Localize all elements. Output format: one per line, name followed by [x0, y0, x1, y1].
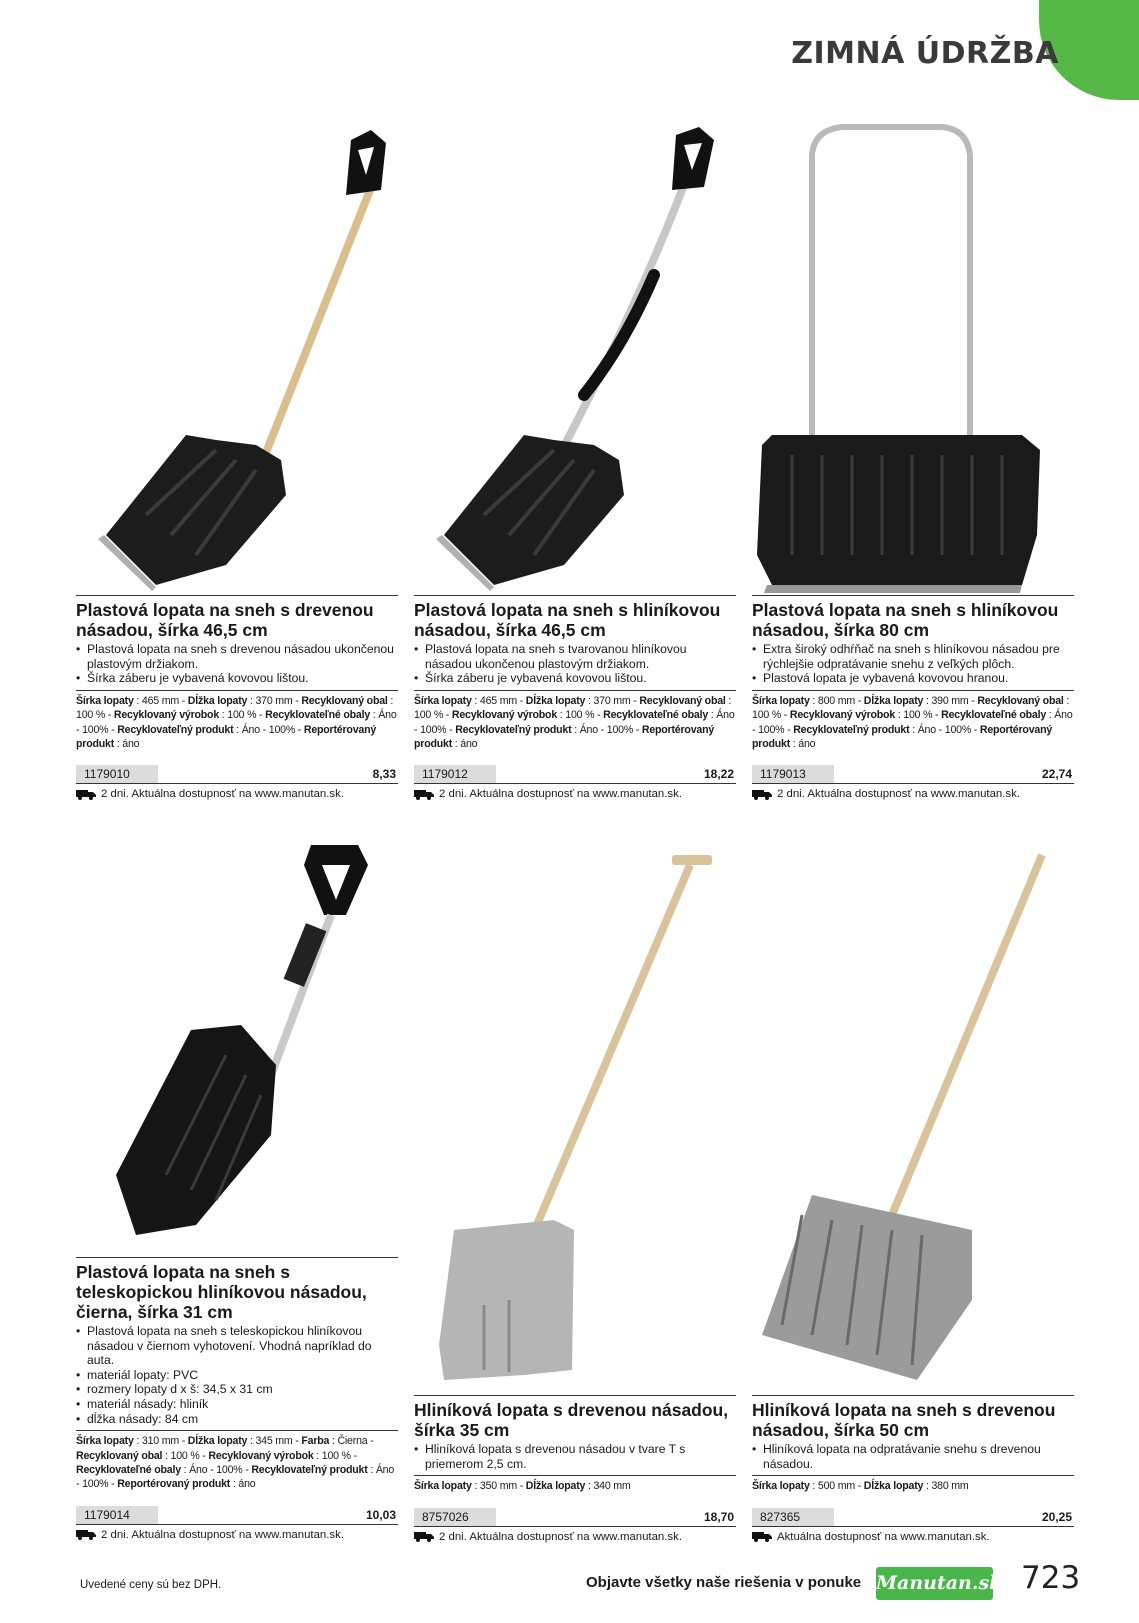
availability	[76, 786, 398, 802]
product-image-snow-pusher-wide	[752, 115, 1074, 595]
spec-value: 370 mm	[255, 694, 293, 707]
spec-key: Šírka lopaty	[414, 694, 472, 707]
spec-key: Recyklovaný obal	[639, 694, 726, 707]
spec-key: Dĺžka lopaty	[187, 694, 248, 707]
spec-key: Recyklovateľný produkt	[455, 723, 572, 736]
product-title: Hliníková lopata na sneh s drevenou násadou, šírka 50 cm	[752, 1400, 1056, 1440]
feature-item: • Šírka záberu je vybavená kovovou lištou.	[414, 671, 736, 686]
spec-key: Recyklovateľný produkt	[793, 723, 910, 736]
spec-value: Áno - 100%	[579, 723, 634, 736]
availability	[414, 786, 736, 802]
spec-key: Dĺžka lopaty	[187, 1435, 248, 1448]
spec-key: Reportérovaný produkt	[117, 1478, 231, 1491]
truck-icon	[752, 789, 772, 800]
availability	[76, 1527, 398, 1543]
feature-item: • materiál lopaty: PVC	[76, 1368, 398, 1383]
product-title: Plastová lopata na sneh s drevenou násadou, šírka 46,5 cm	[76, 600, 374, 640]
spec-key: Recyklovaný výrobok	[451, 709, 558, 722]
feature-item: • materiál násady: hliník	[76, 1397, 398, 1412]
product-card-1179012	[414, 115, 736, 825]
footer-call-to-action: Objavte všetky naše riešenia v ponuke	[586, 1574, 862, 1591]
spec-value: 380 mm	[931, 1480, 969, 1493]
product-price: 20,25	[1041, 1509, 1072, 1524]
spec-value: 100 %	[170, 1449, 200, 1462]
spec-list: Šírka lopaty : 500 mm - Dĺžka lopaty : 380 mm	[752, 1475, 1074, 1493]
feature-list	[414, 642, 736, 686]
spec-value: Čierna	[337, 1435, 368, 1448]
spec-key: Šírka lopaty	[414, 1480, 472, 1493]
product-card-1179013	[752, 115, 1074, 825]
manutan-logo[interactable]: Manutan.sk	[876, 1567, 993, 1600]
product-info	[76, 1257, 398, 1543]
spec-key: Farba	[301, 1435, 330, 1448]
spec-value: 100 %	[321, 1449, 351, 1462]
feature-list	[76, 1324, 398, 1426]
availability-text: 2 dni. Aktuálna dostupnosť na www.manutan.sk.	[101, 1528, 344, 1541]
spec-key: Šírka lopaty	[76, 694, 134, 707]
feature-item: • Extra široký odhŕňač na sneh s hliníkovou násadou pre rýchlejšie odpratávanie snehu z veľkých plôch.	[752, 642, 1074, 671]
spec-value: Áno - 100%	[241, 723, 296, 736]
spec-value: 345 mm	[255, 1435, 293, 1448]
availability	[752, 786, 1074, 802]
spec-value: áno	[460, 738, 478, 750]
product-title: Plastová lopata na sneh s teleskopickou hliníkovou násadou, čierna, šírka 31 cm	[76, 1262, 367, 1322]
spec-key: Recyklovateľný produkt	[117, 723, 234, 736]
product-title: Plastová lopata na sneh s hliníkovou násadou, šírka 46,5 cm	[414, 600, 721, 640]
spec-key: Recyklovateľný produkt	[251, 1463, 368, 1476]
availability-text: 2 dni. Aktuálna dostupnosť na www.manutan.sk.	[439, 1530, 682, 1543]
spec-value: Áno - 100%	[752, 709, 1073, 736]
spec-key: Reportérovaný produkt	[414, 723, 715, 750]
feature-list	[414, 1442, 736, 1471]
feature-item: • Plastová lopata na sneh s drevenou násadou ukončenou plastovým držiakom.	[76, 642, 398, 671]
page-number: 723	[1021, 1560, 1081, 1596]
product-code[interactable]: 1179010	[84, 767, 130, 782]
spec-value: áno	[238, 1478, 256, 1491]
spec-list: Šírka lopaty : 465 mm - Dĺžka lopaty : 370 mm - Recyklovaný obal : 100 % - Recyklovaný výrobok : 100 % - Recyklovateľné obaly : Áno - 100% - Recyklovateľný produkt : Áno - 100% - Reportérovaný produkt : áno	[76, 690, 398, 752]
product-price: 22,74	[1041, 767, 1072, 782]
spec-key: Recyklovaný výrobok	[789, 709, 896, 722]
product-code[interactable]: 1179012	[422, 767, 468, 782]
spec-key: Recyklovaný obal	[977, 694, 1064, 707]
product-price: 8,33	[372, 767, 396, 782]
spec-key: Šírka lopaty	[76, 1435, 134, 1448]
product-image-aluminium-snow-shovel	[752, 835, 1074, 1395]
product-code[interactable]: 1179013	[760, 767, 806, 782]
product-code[interactable]: 827365	[760, 1509, 801, 1524]
spec-value: áno	[122, 738, 140, 750]
feature-item: • Hliníková lopata na odpratávanie snehu s drevenou násadou.	[752, 1442, 1074, 1471]
spec-key: Dĺžka lopaty	[863, 694, 924, 707]
product-info	[414, 1395, 736, 1545]
spec-value: 310 mm	[141, 1435, 179, 1448]
spec-value: Áno - 100%	[76, 709, 397, 736]
product-info	[414, 595, 736, 802]
price-row	[76, 1506, 398, 1525]
spec-list: Šírka lopaty : 800 mm - Dĺžka lopaty : 390 mm - Recyklovaný obal : 100 % - Recyklovaný výrobok : 100 % - Recyklovateľné obaly : Áno - 100% - Recyklovateľný produkt : Áno - 100% - Reportérovaný produkt : áno	[752, 690, 1074, 752]
spec-key: Recyklovaný obal	[301, 694, 388, 707]
spec-value: Áno - 100%	[414, 709, 735, 736]
spec-value: 100 %	[752, 709, 782, 722]
truck-icon	[414, 789, 434, 800]
truck-icon	[752, 1531, 772, 1542]
spec-value: 100 %	[903, 709, 933, 722]
spec-value: 800 mm	[817, 694, 855, 707]
price-row	[414, 1508, 736, 1527]
price-row	[752, 765, 1074, 784]
feature-list	[76, 642, 398, 686]
spec-key: Šírka lopaty	[752, 694, 810, 707]
spec-list: Šírka lopaty : 310 mm - Dĺžka lopaty : 345 mm - Farba : Čierna - Recyklovaný obal : 100 % - Recyklovaný výrobok : 100 % - Recyklovateľné obaly : Áno - 100% - Recyklovateľný produkt : Áno - 100% - Reportérovaný produkt : áno	[76, 1430, 398, 1492]
product-code[interactable]: 1179014	[84, 1507, 130, 1522]
availability-text: 2 dni. Aktuálna dostupnosť na www.manutan.sk.	[101, 788, 344, 801]
availability-text: Aktuálna dostupnosť na www.manutan.sk.	[777, 1530, 990, 1543]
product-info	[752, 1395, 1074, 1545]
spec-key: Recyklovaný výrobok	[113, 709, 220, 722]
spec-value: 100 %	[76, 709, 106, 722]
product-title: Hliníková lopata s drevenou násadou, šírka 35 cm	[414, 1400, 729, 1440]
truck-icon	[414, 1531, 434, 1542]
spec-value: Áno - 100%	[189, 1463, 243, 1476]
spec-value: 100 %	[414, 709, 444, 722]
product-code[interactable]: 8757026	[422, 1509, 469, 1524]
product-image-shovel-aluminium	[414, 115, 736, 595]
feature-item: • dĺžka násady: 84 cm	[76, 1412, 398, 1427]
price-row	[752, 1508, 1074, 1527]
product-price: 18,22	[703, 767, 734, 782]
product-info	[752, 595, 1074, 802]
spec-value: 370 mm	[593, 694, 631, 707]
spec-key: Reportérovaný produkt	[76, 723, 377, 750]
product-image-telescopic-shovel	[76, 835, 398, 1257]
spec-key: Recyklovaný výrobok	[208, 1449, 314, 1462]
feature-item: • Plastová lopata je vybavená kovovou hranou.	[752, 671, 1074, 686]
product-info	[76, 595, 398, 802]
spec-key: Šírka lopaty	[752, 1480, 810, 1493]
feature-item: • Plastová lopata na sneh s tvarovanou hliníkovou násadou ukončenou plastovým držiakom.	[414, 642, 736, 671]
product-card-827365	[752, 835, 1074, 1543]
availability-text: 2 dni. Aktuálna dostupnosť na www.manutan.sk.	[777, 788, 1020, 801]
spec-value: 100 %	[565, 709, 595, 722]
spec-list: Šírka lopaty : 465 mm - Dĺžka lopaty : 370 mm - Recyklovaný obal : 100 % - Recyklovaný výrobok : 100 % - Recyklovateľné obaly : Áno - 100% - Recyklovateľný produkt : Áno - 100% - Reportérovaný produkt : áno	[414, 690, 736, 752]
product-card-8757026	[414, 835, 736, 1543]
spec-value: Áno - 100%	[917, 723, 972, 736]
price-row	[76, 765, 398, 784]
truck-icon	[76, 1529, 96, 1540]
spec-list: Šírka lopaty : 350 mm - Dĺžka lopaty : 340 mm	[414, 1475, 736, 1493]
feature-list	[752, 642, 1074, 686]
spec-value: 350 mm	[479, 1480, 517, 1493]
spec-key: Recyklovateľné obaly	[941, 709, 1047, 722]
vat-note: Uvedené ceny sú bez DPH.	[80, 1579, 222, 1591]
product-image-shovel-wood	[76, 115, 398, 595]
spec-value: 465 mm	[479, 694, 517, 707]
product-price: 10,03	[365, 1507, 396, 1522]
spec-value: 100 %	[227, 709, 257, 722]
product-price: 18,70	[703, 1509, 734, 1524]
product-image-aluminium-t-shovel	[414, 835, 736, 1395]
feature-item: • Šírka záberu je vybavená kovovou lištou.	[76, 671, 398, 686]
spec-value: 340 mm	[593, 1480, 631, 1493]
feature-item: • Hliníková lopata s drevenou násadou v tvare T s priemerom 2,5 cm.	[414, 1442, 736, 1471]
feature-item: • Plastová lopata na sneh s teleskopickou hliníkovou násadou v čiernom vyhotovení. Vhodná napríklad do auta.	[76, 1324, 398, 1368]
product-title: Plastová lopata na sneh s hliníkovou násadou, šírka 80 cm	[752, 600, 1059, 640]
spec-value: 390 mm	[931, 694, 969, 707]
availability	[752, 1529, 1074, 1545]
availability-text: 2 dni. Aktuálna dostupnosť na www.manutan.sk.	[439, 788, 682, 801]
spec-value: Áno - 100%	[76, 1463, 395, 1491]
feature-item: • rozmery lopaty d x š: 34,5 x 31 cm	[76, 1382, 398, 1397]
product-card-1179014	[76, 835, 398, 1541]
product-card-1179010	[76, 115, 398, 825]
spec-value: 465 mm	[141, 694, 179, 707]
spec-key: Dĺžka lopaty	[525, 1480, 586, 1493]
section-title: ZIMNÁ ÚDRŽBA	[791, 36, 1059, 71]
spec-key: Recyklovaný obal	[76, 1449, 163, 1462]
spec-key: Recyklovateľné obaly	[603, 709, 709, 722]
feature-list	[752, 1442, 1074, 1471]
spec-value: áno	[798, 738, 816, 750]
spec-key: Recyklovateľné obaly	[265, 709, 371, 722]
price-row	[414, 765, 736, 784]
spec-key: Recyklovateľné obaly	[76, 1463, 181, 1476]
spec-key: Reportérovaný produkt	[752, 723, 1053, 750]
spec-key: Dĺžka lopaty	[863, 1480, 924, 1493]
spec-key: Dĺžka lopaty	[525, 694, 586, 707]
truck-icon	[76, 789, 96, 800]
spec-value: 500 mm	[817, 1480, 855, 1493]
availability	[414, 1529, 736, 1545]
